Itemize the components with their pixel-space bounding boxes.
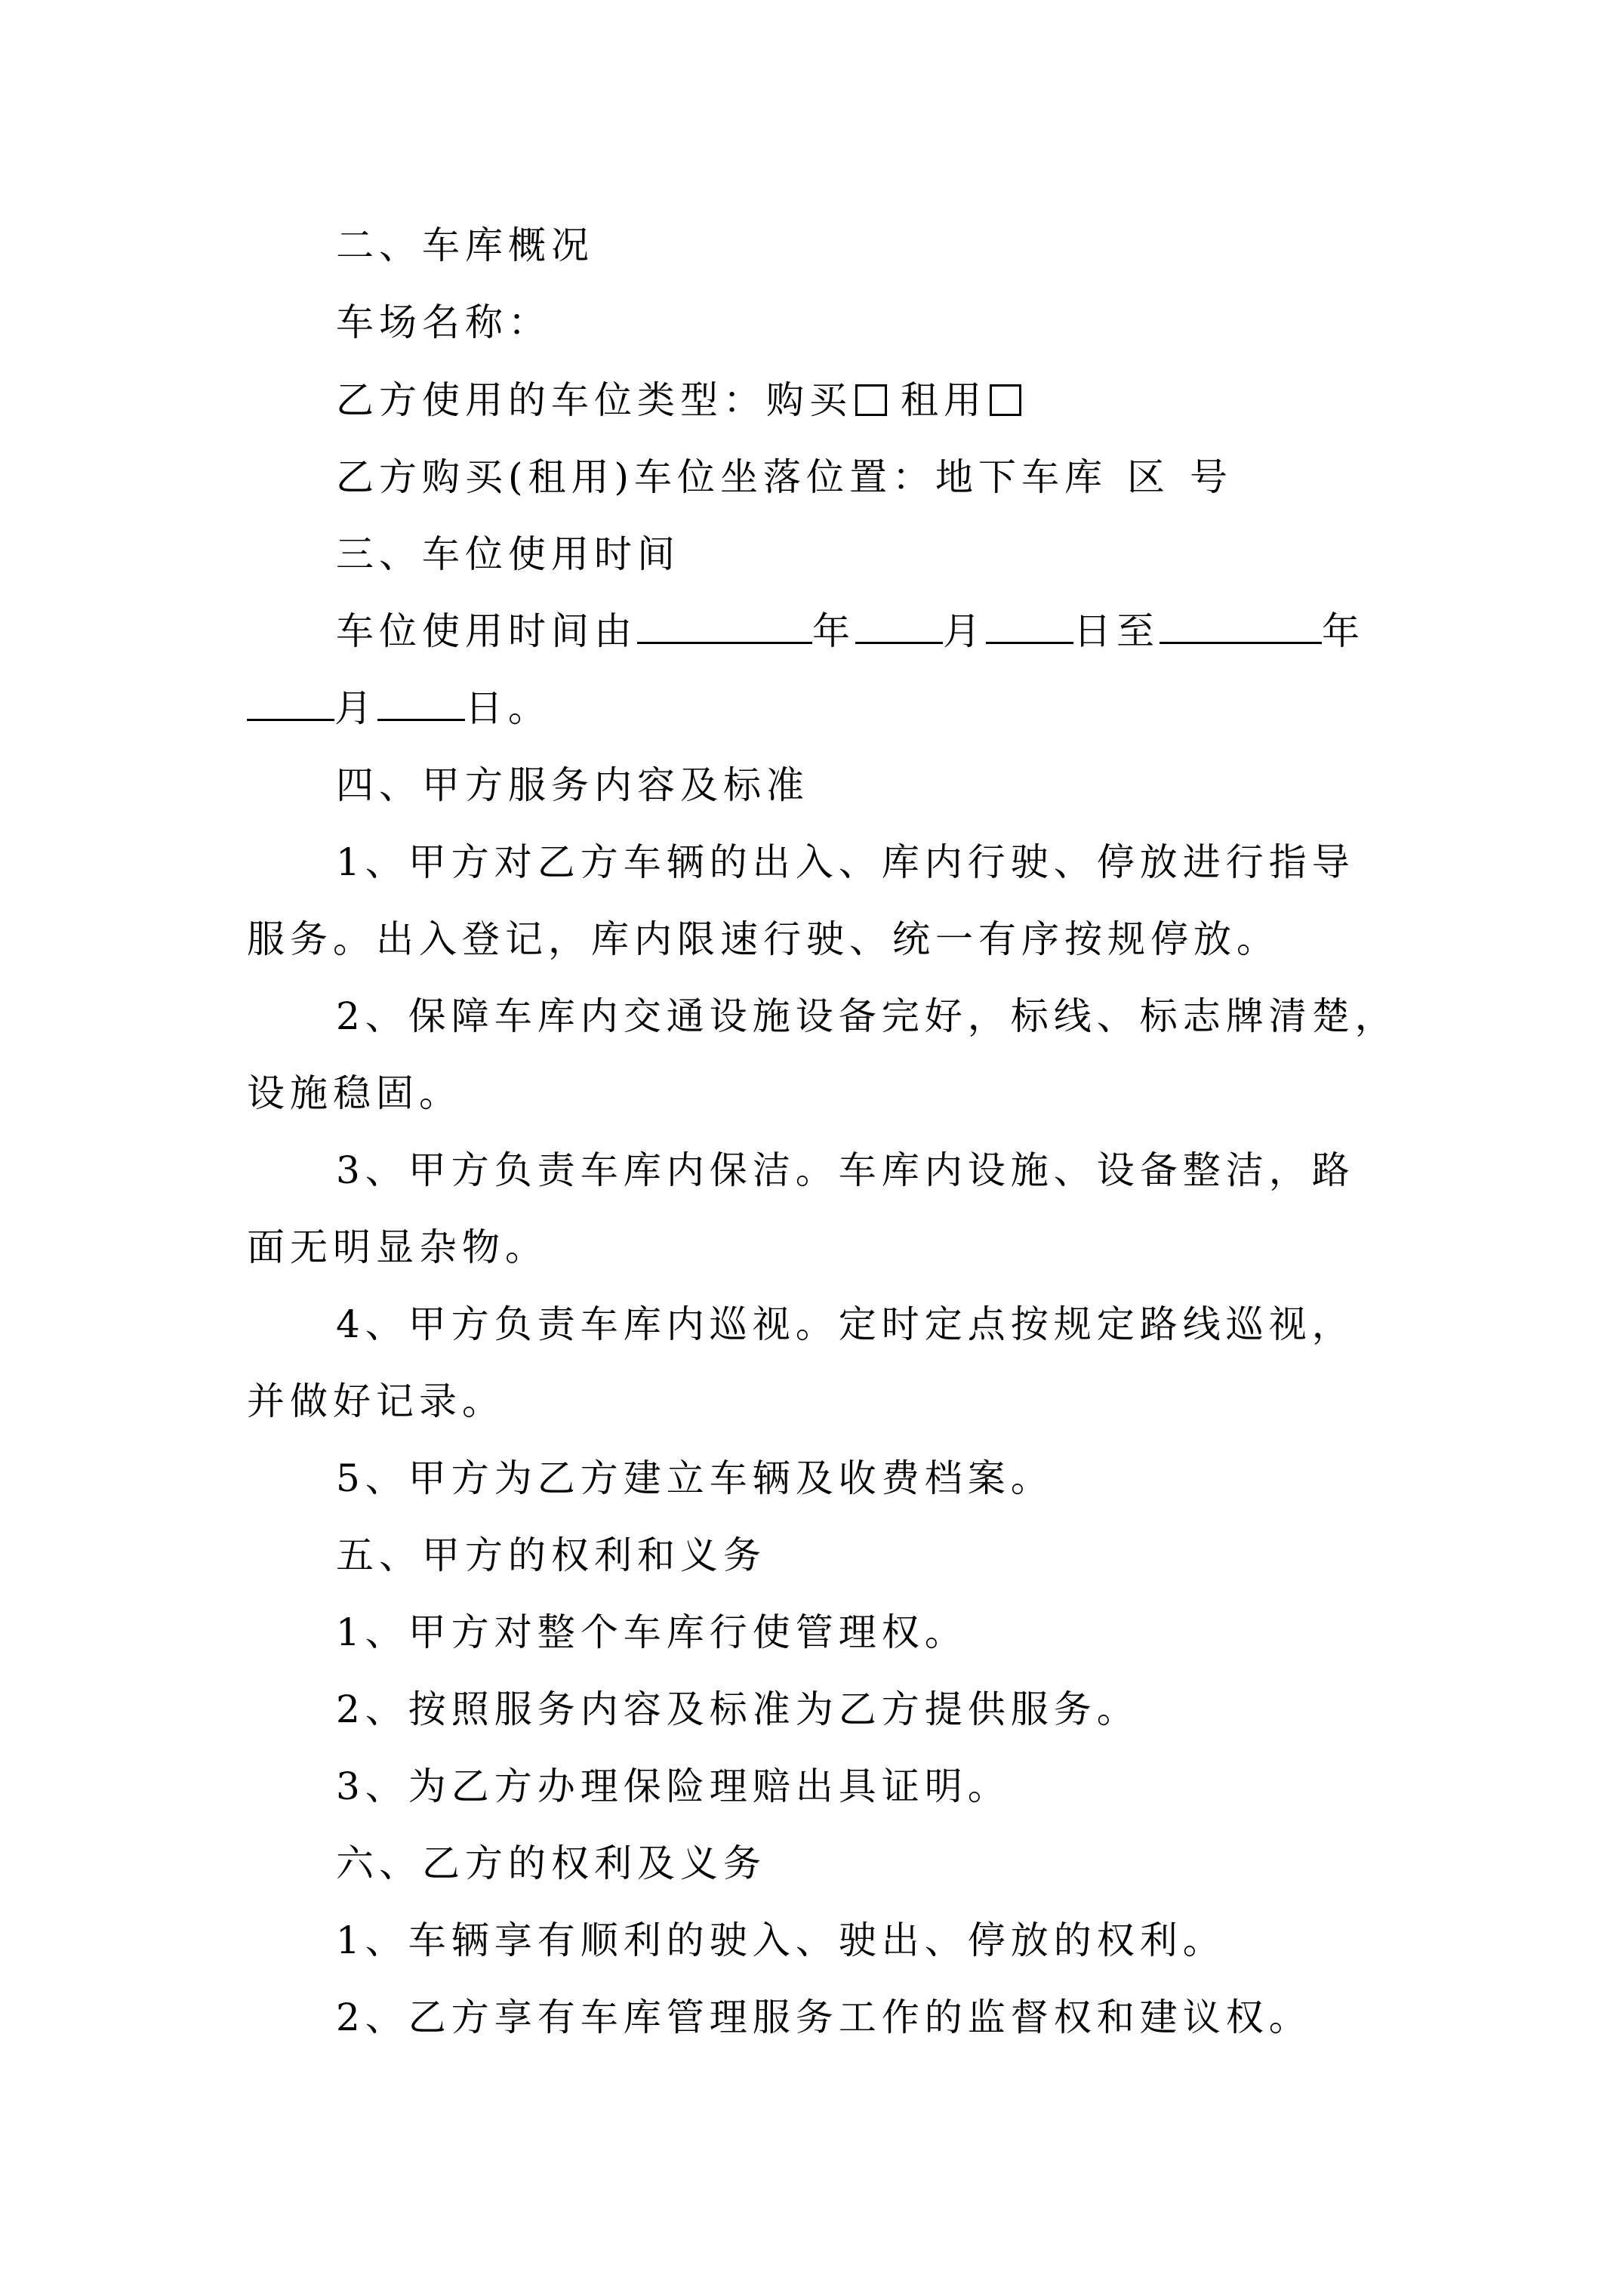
sec5-item2: 2、按照服务内容及标准为乙方提供服务。 bbox=[336, 1687, 1140, 1731]
sec4-item4-line1: 4、甲方负责车库内巡视。定时定点按规定路线巡视， bbox=[336, 1302, 1355, 1346]
usage-time-line bbox=[0, 609, 1623, 654]
usage-time-prefix: 车位使用时间由 bbox=[336, 609, 637, 653]
section-3-title: 三、车位使用时间 bbox=[336, 532, 680, 576]
start-day-blank[interactable] bbox=[986, 612, 1073, 644]
end-month-blank[interactable] bbox=[247, 689, 334, 721]
location-text: 乙方购买(租用)车位坐落位置：地下车库 bbox=[336, 455, 1108, 499]
start-year-blank[interactable] bbox=[637, 612, 812, 644]
section-6-title: 六、乙方的权利及义务 bbox=[336, 1841, 766, 1885]
start-month-blank[interactable] bbox=[855, 612, 943, 644]
section-5-title: 五、甲方的权利和义务 bbox=[336, 1533, 766, 1577]
sec4-item3-line1: 3、甲方负责车库内保洁。车库内设施、设备整洁，路 bbox=[336, 1148, 1355, 1192]
section-4-title: 四、甲方服务内容及标准 bbox=[336, 763, 809, 807]
end-day-blank[interactable] bbox=[377, 689, 465, 721]
space-type-prefix: 乙方使用的车位类型：购买 bbox=[336, 378, 852, 422]
day-end-label: 日。 bbox=[465, 686, 551, 730]
sec4-item3-line2: 面无明显杂物。 bbox=[247, 1225, 548, 1269]
sec6-item2: 2、乙方享有车库管理服务工作的监督权和建议权。 bbox=[336, 1996, 1312, 2039]
sec5-item1: 1、甲方对整个车库行使管理权。 bbox=[336, 1610, 968, 1654]
lot-name-label: 车场名称： bbox=[336, 300, 551, 344]
sec4-item1-line2: 服务。出入登记，库内限速行驶、统一有序按规停放。 bbox=[247, 917, 1280, 961]
sec4-item4-line2: 并做好记录。 bbox=[247, 1379, 505, 1423]
end-year-blank[interactable] bbox=[1160, 612, 1322, 644]
sec6-item1: 1、车辆享有顺利的驶入、驶出、停放的权利。 bbox=[336, 1918, 1226, 1962]
location-line bbox=[0, 455, 1623, 500]
sec4-item5: 5、甲方为乙方建立车辆及收费档案。 bbox=[336, 1456, 1054, 1500]
sec4-item2-line1: 2、保障车库内交通设施设备完好，标线、标志牌清楚， bbox=[336, 994, 1398, 1038]
rent-checkbox[interactable] bbox=[990, 384, 1021, 416]
month2-label: 月 bbox=[334, 686, 377, 730]
sec5-item3: 3、为乙方办理保险理赔出具证明。 bbox=[336, 1764, 1011, 1808]
rent-option-label: 租用 bbox=[901, 378, 987, 422]
usage-time-line-2 bbox=[0, 686, 1623, 731]
sec4-item1-line1: 1、甲方对乙方车辆的出入、库内行驶、停放进行指导 bbox=[336, 840, 1355, 884]
location-area: 区 bbox=[1127, 455, 1171, 499]
year-label: 年 bbox=[812, 609, 855, 653]
location-number: 号 bbox=[1190, 455, 1233, 499]
month-label: 月 bbox=[943, 609, 986, 653]
space-type-line bbox=[0, 378, 1623, 423]
section-2-title: 二、车库概况 bbox=[336, 223, 594, 267]
purchase-checkbox[interactable] bbox=[855, 384, 887, 416]
day-to-label: 日至 bbox=[1073, 609, 1160, 653]
sec4-item2-line2: 设施稳固。 bbox=[247, 1071, 462, 1115]
year2-label: 年 bbox=[1322, 609, 1365, 653]
